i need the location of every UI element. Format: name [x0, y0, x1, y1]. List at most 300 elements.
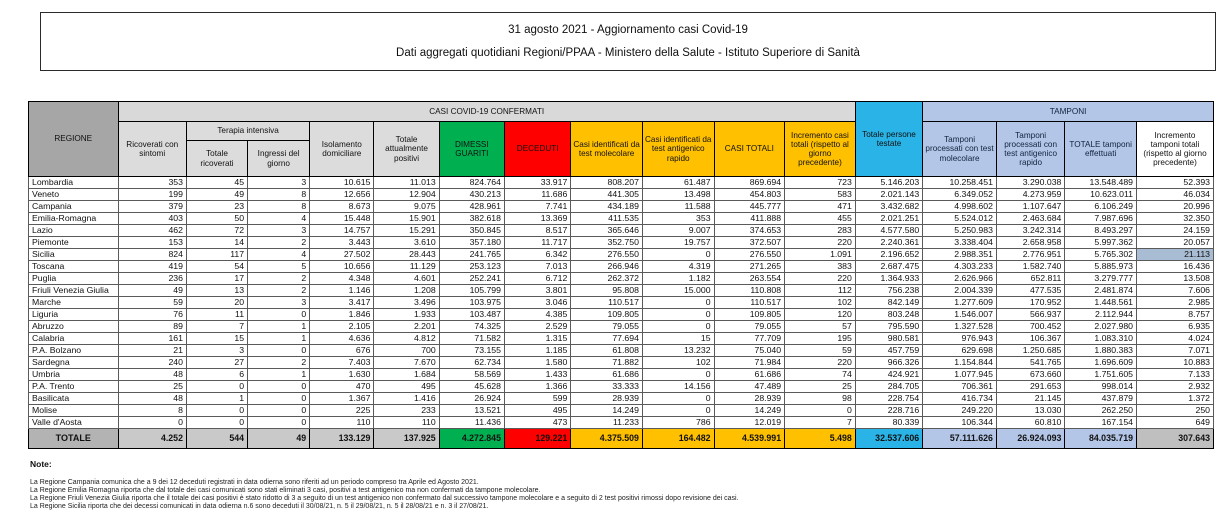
value-cell: 3.417 — [310, 297, 374, 309]
value-cell: 61.686 — [714, 369, 785, 381]
value-cell: 430.213 — [439, 189, 504, 201]
value-cell: 4.303.233 — [923, 261, 997, 273]
value-cell: 4.636 — [310, 333, 374, 345]
value-cell: 6.342 — [504, 249, 570, 261]
value-cell: 629.698 — [923, 345, 997, 357]
value-cell: 0 — [118, 417, 186, 429]
note-item: La Regione Sicilia riporta che dei decessi comunicati in data odierna n.6 sono deceduti il 30/08/21, n. 5 il 29/08/21, n. 5 il 28/08/21 e n. 3 il 27/08/21. — [30, 503, 489, 510]
value-cell: 1.630 — [310, 369, 374, 381]
value-cell: 379 — [118, 201, 186, 213]
value-cell: 3.610 — [374, 237, 439, 249]
totals-value-cell: 4.272.845 — [439, 429, 504, 449]
column-header-tamponi-antigenico: Tamponi processati con test antigenico rapido — [996, 122, 1064, 177]
value-cell: 7.071 — [1136, 345, 1213, 357]
value-cell: 803.248 — [855, 309, 922, 321]
value-cell: 652.811 — [996, 273, 1064, 285]
value-cell: 3 — [248, 297, 310, 309]
value-cell: 167.154 — [1065, 417, 1137, 429]
value-cell: 12.904 — [374, 189, 439, 201]
value-cell: 220 — [785, 237, 856, 249]
value-cell: 103.975 — [439, 297, 504, 309]
value-cell: 71.984 — [714, 357, 785, 369]
table-header — [29, 102, 1214, 177]
totals-value-cell: 4.252 — [118, 429, 186, 449]
value-cell: 8.517 — [504, 225, 570, 237]
value-cell: 4.998.602 — [923, 201, 997, 213]
table-row — [29, 213, 1214, 225]
value-cell: 72 — [186, 225, 247, 237]
notes-heading: Note: — [30, 459, 52, 469]
region-cell: Friuli Venezia Giulia — [29, 285, 119, 297]
totals-value-cell: 137.925 — [374, 429, 439, 449]
value-cell: 869.694 — [714, 177, 785, 189]
table-row — [29, 417, 1214, 429]
value-cell: 6.935 — [1136, 321, 1213, 333]
value-cell: 28.939 — [714, 393, 785, 405]
value-cell: 786 — [642, 417, 714, 429]
value-cell: 24.159 — [1136, 225, 1213, 237]
column-header-totale-ricoverati: Totale ricoverati — [186, 141, 247, 177]
value-cell: 284.705 — [855, 381, 922, 393]
value-cell: 8 — [248, 189, 310, 201]
totals-value-cell: 84.035.719 — [1065, 429, 1137, 449]
value-cell: 19.757 — [642, 237, 714, 249]
value-cell: 437.879 — [1065, 393, 1137, 405]
value-cell: 13.232 — [642, 345, 714, 357]
value-cell: 57 — [785, 321, 856, 333]
value-cell: 411.535 — [571, 213, 643, 225]
value-cell: 980.581 — [855, 333, 922, 345]
value-cell: 1.880.383 — [1065, 345, 1137, 357]
value-cell: 61.686 — [571, 369, 643, 381]
value-cell: 170.952 — [996, 297, 1064, 309]
value-cell: 236 — [118, 273, 186, 285]
value-cell: 110 — [374, 417, 439, 429]
value-cell: 263.554 — [714, 273, 785, 285]
region-cell: Sardegna — [29, 357, 119, 369]
totals-value-cell: 57.111.626 — [923, 429, 997, 449]
totals-label: TOTALE — [29, 429, 119, 449]
table-row — [29, 273, 1214, 285]
value-cell: 455 — [785, 213, 856, 225]
value-cell: 21 — [118, 345, 186, 357]
value-cell: 109.805 — [714, 309, 785, 321]
value-cell: 95.808 — [571, 285, 643, 297]
table-row — [29, 201, 1214, 213]
value-cell: 7.670 — [374, 357, 439, 369]
value-cell: 13.498 — [642, 189, 714, 201]
table-row — [29, 333, 1214, 345]
totals-value-cell: 32.537.606 — [855, 429, 922, 449]
value-cell: 25 — [785, 381, 856, 393]
region-cell: Campania — [29, 201, 119, 213]
value-cell: 102 — [785, 297, 856, 309]
value-cell: 13.508 — [1136, 273, 1213, 285]
value-cell: 0 — [642, 249, 714, 261]
value-cell: 45.628 — [439, 381, 504, 393]
report-title: 31 agosto 2021 - Aggiornamento casi Covid-19 — [508, 24, 748, 36]
table-row — [29, 309, 1214, 321]
totals-value-cell: 49 — [248, 429, 310, 449]
value-cell: 462 — [118, 225, 186, 237]
value-cell: 2.021.251 — [855, 213, 922, 225]
value-cell: 7 — [186, 321, 247, 333]
value-cell: 2.196.652 — [855, 249, 922, 261]
value-cell: 110.517 — [714, 297, 785, 309]
value-cell: 7.403 — [310, 357, 374, 369]
column-header-incremento-casi: Incremento casi totali (rispetto al giorno precedente) — [785, 122, 856, 177]
value-cell: 477.535 — [996, 285, 1064, 297]
value-cell: 11.436 — [439, 417, 504, 429]
value-cell: 253.123 — [439, 261, 504, 273]
value-cell: 7.987.696 — [1065, 213, 1137, 225]
value-cell: 1.433 — [504, 369, 570, 381]
value-cell: 4 — [248, 249, 310, 261]
value-cell: 3.432.682 — [855, 201, 922, 213]
value-cell: 112 — [785, 285, 856, 297]
value-cell: 5 — [248, 261, 310, 273]
region-cell: Basilicata — [29, 393, 119, 405]
value-cell: 15.448 — [310, 213, 374, 225]
value-cell: 1.083.310 — [1065, 333, 1137, 345]
value-cell: 46.034 — [1136, 189, 1213, 201]
value-cell: 5.997.362 — [1065, 237, 1137, 249]
value-cell: 700.452 — [996, 321, 1064, 333]
value-cell: 5.765.302 — [1065, 249, 1137, 261]
region-cell: Valle d'Aosta — [29, 417, 119, 429]
region-cell: Lazio — [29, 225, 119, 237]
value-cell: 276.550 — [714, 249, 785, 261]
value-cell: 47.489 — [714, 381, 785, 393]
value-cell: 48 — [118, 369, 186, 381]
table-row — [29, 285, 1214, 297]
region-cell: Sicilia — [29, 249, 119, 261]
value-cell: 471 — [785, 201, 856, 213]
table-row — [29, 393, 1214, 405]
value-cell: 0 — [248, 309, 310, 321]
value-cell: 403 — [118, 213, 186, 225]
value-cell: 723 — [785, 177, 856, 189]
value-cell: 1.696.609 — [1065, 357, 1137, 369]
value-cell: 3.801 — [504, 285, 570, 297]
value-cell: 15.000 — [642, 285, 714, 297]
value-cell: 353 — [642, 213, 714, 225]
value-cell: 271.265 — [714, 261, 785, 273]
value-cell: 966.326 — [855, 357, 922, 369]
value-cell: 11.686 — [504, 189, 570, 201]
value-cell: 0 — [642, 405, 714, 417]
value-cell: 10.656 — [310, 261, 374, 273]
value-cell: 428.961 — [439, 201, 504, 213]
value-cell: 495 — [504, 405, 570, 417]
value-cell: 756.238 — [855, 285, 922, 297]
value-cell: 77.694 — [571, 333, 643, 345]
value-cell: 7 — [785, 417, 856, 429]
value-cell: 48 — [118, 393, 186, 405]
value-cell: 11.717 — [504, 237, 570, 249]
value-cell: 11.129 — [374, 261, 439, 273]
value-cell: 0 — [785, 405, 856, 417]
value-cell: 2.004.339 — [923, 285, 997, 297]
value-cell: 199 — [118, 189, 186, 201]
notes-section — [30, 459, 1210, 511]
value-cell: 1.684 — [374, 369, 439, 381]
value-cell: 20.057 — [1136, 237, 1213, 249]
value-cell: 8 — [118, 405, 186, 417]
value-cell: 2 — [248, 273, 310, 285]
value-cell: 1.107.647 — [996, 201, 1064, 213]
value-cell: 76 — [118, 309, 186, 321]
value-cell: 20 — [186, 297, 247, 309]
value-cell: 3 — [248, 177, 310, 189]
note-item: La Regione Campania comunica che a 9 dei 12 deceduti registrati in data odierna sono riferiti ad un periodo compreso tra Aprile ed Agosto 2021. — [30, 479, 479, 486]
value-cell: 411.888 — [714, 213, 785, 225]
value-cell: 473 — [504, 417, 570, 429]
value-cell: 291.653 — [996, 381, 1064, 393]
value-cell: 252.241 — [439, 273, 504, 285]
value-cell: 1.448.561 — [1065, 297, 1137, 309]
value-cell: 71.582 — [439, 333, 504, 345]
value-cell: 1.416 — [374, 393, 439, 405]
value-cell: 1.182 — [642, 273, 714, 285]
value-cell: 824 — [118, 249, 186, 261]
value-cell: 470 — [310, 381, 374, 393]
table-row — [29, 237, 1214, 249]
value-cell: 365.646 — [571, 225, 643, 237]
value-cell: 566.937 — [996, 309, 1064, 321]
value-cell: 13.548.489 — [1065, 177, 1137, 189]
value-cell: 2.776.951 — [996, 249, 1064, 261]
value-cell: 445.777 — [714, 201, 785, 213]
value-cell: 228.716 — [855, 405, 922, 417]
totals-value-cell: 544 — [186, 429, 247, 449]
value-cell: 4.601 — [374, 273, 439, 285]
region-cell: Umbria — [29, 369, 119, 381]
value-cell: 27.502 — [310, 249, 374, 261]
value-cell: 1.208 — [374, 285, 439, 297]
value-cell: 98 — [785, 393, 856, 405]
table-row — [29, 297, 1214, 309]
value-cell: 61.808 — [571, 345, 643, 357]
value-cell: 374.653 — [714, 225, 785, 237]
value-cell: 0 — [248, 405, 310, 417]
value-cell: 2.988.351 — [923, 249, 997, 261]
table-row — [29, 369, 1214, 381]
value-cell: 3 — [248, 225, 310, 237]
value-cell: 49 — [186, 189, 247, 201]
value-cell: 2 — [248, 357, 310, 369]
value-cell: 33.333 — [571, 381, 643, 393]
value-cell: 0 — [186, 381, 247, 393]
value-cell: 1 — [248, 369, 310, 381]
region-cell: Toscana — [29, 261, 119, 273]
value-cell: 1 — [248, 321, 310, 333]
value-cell: 12.019 — [714, 417, 785, 429]
value-cell: 2.463.684 — [996, 213, 1064, 225]
totals-value-cell: 164.482 — [642, 429, 714, 449]
value-cell: 0 — [642, 321, 714, 333]
report-subtitle: Dati aggregati quotidiani Regioni/PPAA - Ministero della Salute - Istituto Superiore di Sanità — [396, 47, 860, 59]
value-cell: 17 — [186, 273, 247, 285]
value-cell: 102 — [642, 357, 714, 369]
value-cell: 998.014 — [1065, 381, 1137, 393]
value-cell: 6.349.052 — [923, 189, 997, 201]
value-cell: 240 — [118, 357, 186, 369]
value-cell: 103.487 — [439, 309, 504, 321]
value-cell: 249.220 — [923, 405, 997, 417]
column-header-terapia-intensiva: Terapia intensiva — [186, 122, 309, 141]
group-header-casi-confermati: CASI COVID-19 CONFERMATI — [118, 102, 855, 122]
column-header-incremento-tamponi: Incremento tamponi totali (rispetto al giorno precedente) — [1136, 122, 1213, 177]
value-cell: 32.350 — [1136, 213, 1213, 225]
note-item: La Regione Friuli Venezia Giulia riporta che il totale dei casi positivi è stato ridotto di 3 a seguito di un test antigenico non confermato dal successivo tampone molecolare e a seguito di 2 test positivi rimossi dopo revisione dei casi. — [30, 495, 739, 502]
value-cell: 1.327.528 — [923, 321, 997, 333]
value-cell: 25 — [118, 381, 186, 393]
value-cell: 1.751.605 — [1065, 369, 1137, 381]
value-cell: 434.189 — [571, 201, 643, 213]
column-header-tamponi-molecolare: Tamponi processati con test molecolare — [923, 122, 997, 177]
notes-list — [30, 479, 1210, 511]
table-row — [29, 381, 1214, 393]
value-cell: 2.027.980 — [1065, 321, 1137, 333]
value-cell: 8.493.297 — [1065, 225, 1137, 237]
column-header-totale-tamponi: TOTALE tamponi effettuati — [1065, 122, 1137, 177]
value-cell: 4.577.580 — [855, 225, 922, 237]
column-header-isolamento: Isolamento domiciliare — [310, 122, 374, 177]
value-cell: 0 — [248, 417, 310, 429]
value-cell: 60.810 — [996, 417, 1064, 429]
region-cell: Puglia — [29, 273, 119, 285]
value-cell: 8.757 — [1136, 309, 1213, 321]
value-cell: 9.007 — [642, 225, 714, 237]
covid-data-table — [28, 101, 1214, 449]
value-cell: 3.443 — [310, 237, 374, 249]
region-cell: Calabria — [29, 333, 119, 345]
value-cell: 976.943 — [923, 333, 997, 345]
totals-value-cell: 307.643 — [1136, 429, 1213, 449]
value-cell: 5.524.012 — [923, 213, 997, 225]
column-header-ricoverati: Ricoverati con sintomi — [118, 122, 186, 177]
value-cell: 110.517 — [571, 297, 643, 309]
value-cell: 3.279.777 — [1065, 273, 1137, 285]
value-cell: 3 — [186, 345, 247, 357]
value-cell: 33.917 — [504, 177, 570, 189]
value-cell: 15.291 — [374, 225, 439, 237]
value-cell: 225 — [310, 405, 374, 417]
value-cell: 1.146 — [310, 285, 374, 297]
value-cell: 74.325 — [439, 321, 504, 333]
value-cell: 14.757 — [310, 225, 374, 237]
value-cell: 120 — [785, 309, 856, 321]
value-cell: 15 — [186, 333, 247, 345]
value-cell: 14 — [186, 237, 247, 249]
value-cell: 220 — [785, 273, 856, 285]
table-row — [29, 225, 1214, 237]
value-cell: 20.996 — [1136, 201, 1213, 213]
table-row — [29, 177, 1214, 189]
value-cell: 824.764 — [439, 177, 504, 189]
value-cell: 26.924 — [439, 393, 504, 405]
value-cell: 0 — [248, 393, 310, 405]
value-cell: 4.812 — [374, 333, 439, 345]
value-cell: 74 — [785, 369, 856, 381]
value-cell: 2.932 — [1136, 381, 1213, 393]
value-cell: 59 — [785, 345, 856, 357]
totals-value-cell: 26.924.093 — [996, 429, 1064, 449]
region-cell: Piemonte — [29, 237, 119, 249]
value-cell: 23 — [186, 201, 247, 213]
value-cell: 233 — [374, 405, 439, 417]
value-cell: 10.615 — [310, 177, 374, 189]
value-cell: 457.759 — [855, 345, 922, 357]
value-cell: 4.348 — [310, 273, 374, 285]
value-cell: 11.588 — [642, 201, 714, 213]
value-cell: 5.146.203 — [855, 177, 922, 189]
value-cell: 106.344 — [923, 417, 997, 429]
value-cell: 52.393 — [1136, 177, 1213, 189]
table-totals — [29, 429, 1214, 449]
value-cell: 4.024 — [1136, 333, 1213, 345]
value-cell: 15.901 — [374, 213, 439, 225]
value-cell: 45 — [186, 177, 247, 189]
value-cell: 79.055 — [571, 321, 643, 333]
value-cell: 71.882 — [571, 357, 643, 369]
value-cell: 0 — [248, 381, 310, 393]
selected-value-cell: 21.113 — [1136, 249, 1213, 261]
value-cell: 1.277.609 — [923, 297, 997, 309]
value-cell: 1 — [186, 393, 247, 405]
totals-value-cell: 4.375.509 — [571, 429, 643, 449]
value-cell: 1.546.007 — [923, 309, 997, 321]
value-cell: 2.105 — [310, 321, 374, 333]
value-cell: 106.367 — [996, 333, 1064, 345]
value-cell: 1.315 — [504, 333, 570, 345]
value-cell: 6.712 — [504, 273, 570, 285]
column-header-persone-testate: Totale persone testate — [855, 102, 922, 177]
value-cell: 706.361 — [923, 381, 997, 393]
table-row — [29, 357, 1214, 369]
value-cell: 0 — [642, 309, 714, 321]
region-cell: Marche — [29, 297, 119, 309]
column-header-dimessi-guariti: DIMESSI GUARITI — [439, 122, 504, 177]
value-cell: 7.013 — [504, 261, 570, 273]
value-cell: 424.921 — [855, 369, 922, 381]
value-cell: 1.185 — [504, 345, 570, 357]
value-cell: 49 — [118, 285, 186, 297]
value-cell: 3.338.404 — [923, 237, 997, 249]
value-cell: 4.319 — [642, 261, 714, 273]
value-cell: 1.367 — [310, 393, 374, 405]
value-cell: 541.765 — [996, 357, 1064, 369]
region-cell: Veneto — [29, 189, 119, 201]
value-cell: 700 — [374, 345, 439, 357]
value-cell: 5.250.983 — [923, 225, 997, 237]
value-cell: 2.626.966 — [923, 273, 997, 285]
value-cell: 4.385 — [504, 309, 570, 321]
region-cell: P.A. Bolzano — [29, 345, 119, 357]
value-cell: 11.013 — [374, 177, 439, 189]
value-cell: 59 — [118, 297, 186, 309]
value-cell: 0 — [248, 345, 310, 357]
table-row — [29, 189, 1214, 201]
column-header-regione: REGIONE — [29, 102, 119, 177]
value-cell: 80.339 — [855, 417, 922, 429]
value-cell: 1 — [248, 333, 310, 345]
value-cell: 105.799 — [439, 285, 504, 297]
region-cell: Abruzzo — [29, 321, 119, 333]
table-row — [29, 261, 1214, 273]
value-cell: 14.156 — [642, 381, 714, 393]
